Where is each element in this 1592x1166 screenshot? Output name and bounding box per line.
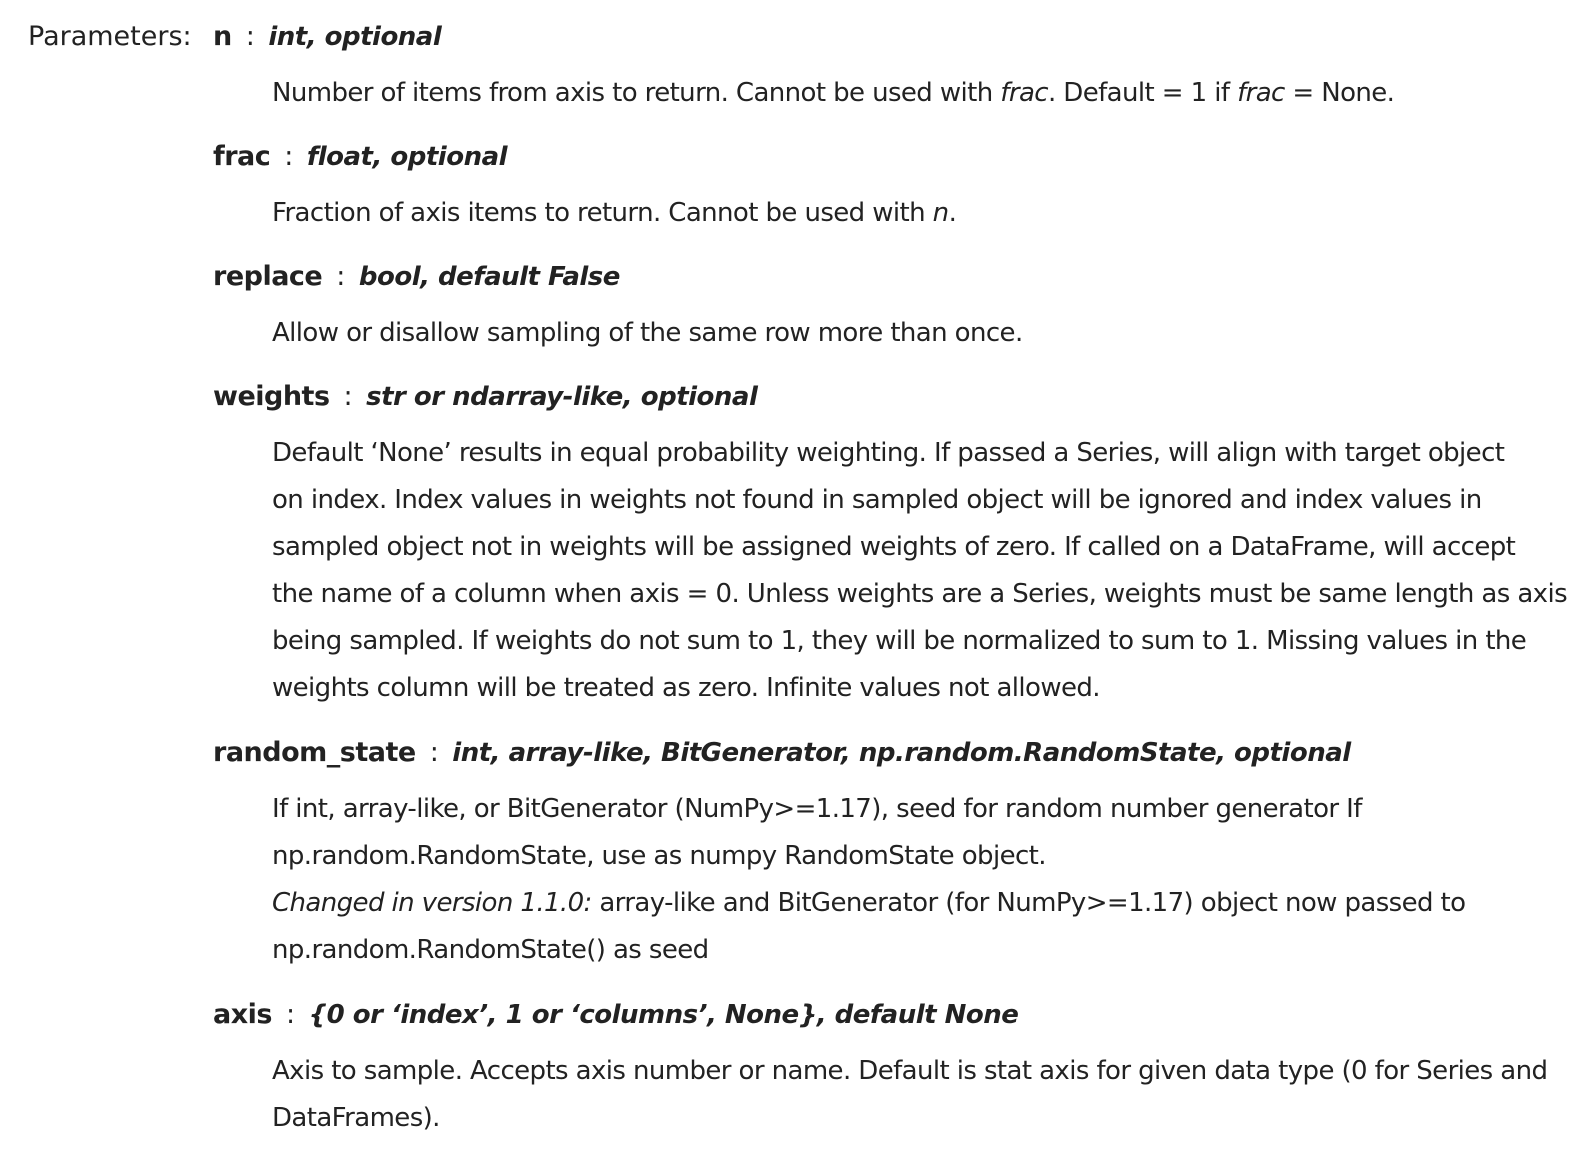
param-type: {0 or ‘index’, 1 or ‘columns’, None}, default None	[308, 1000, 1019, 1030]
param-reference: n	[932, 198, 949, 228]
description-line: weights column will be treated as zero. Infinite values not allowed.	[272, 673, 1100, 703]
description-line: sampled object not in weights will be assigned weights of zero. If called on a DataFrame, will accept	[272, 532, 1516, 562]
description-line: DataFrames).	[272, 1103, 440, 1133]
param-frac	[213, 138, 1573, 237]
param-replace	[213, 258, 1573, 357]
param-axis-header	[213, 996, 1573, 1034]
description-line	[272, 880, 1572, 927]
param-name: weights	[213, 381, 330, 412]
parameters-label: Parameters:	[28, 21, 192, 52]
param-random-state-header	[213, 734, 1573, 772]
param-separator: :	[245, 21, 255, 52]
param-axis-description	[272, 1048, 1572, 1142]
description-line	[272, 70, 1572, 117]
description-line: Allow or disallow sampling of the same row more than once.	[272, 318, 1023, 348]
param-type: float, optional	[306, 142, 508, 172]
description-line: the name of a column when axis = 0. Unless weights are a Series, weights must be same length as axis	[272, 579, 1568, 609]
param-axis	[213, 996, 1573, 1142]
param-separator: :	[343, 381, 353, 412]
param-type: bool, default False	[358, 262, 620, 292]
param-type: int, array-like, BitGenerator, np.random.RandomState, optional	[452, 738, 1351, 768]
param-separator: :	[429, 737, 439, 768]
param-separator: :	[336, 261, 345, 292]
param-name: axis	[213, 999, 272, 1030]
description-line: Default ‘None’ results in equal probability weighting. If passed a Series, will align with target object	[272, 438, 1505, 468]
param-name: frac	[213, 141, 271, 172]
description-text: Number of items from axis to return. Cannot be used with	[272, 78, 1001, 108]
param-weights-description	[272, 430, 1572, 712]
param-weights	[213, 378, 1573, 712]
param-random-state-description	[272, 786, 1572, 974]
description-text: . Default = 1 if	[1047, 78, 1238, 108]
description-line: If int, array-like, or BitGenerator (NumPy>=1.17), seed for random number generator If	[272, 794, 1362, 824]
version-changed-text: array-like and BitGenerator (for NumPy>=1.17) object now passed to	[591, 888, 1466, 918]
description-line: on index. Index values in weights not found in sampled object will be ignored and index values in	[272, 485, 1482, 515]
param-random-state	[213, 734, 1573, 974]
param-replace-header	[213, 258, 1573, 296]
param-frac-description	[272, 190, 1572, 237]
param-reference: frac	[1237, 78, 1285, 108]
param-reference: frac	[1000, 78, 1048, 108]
param-n-description	[272, 70, 1572, 117]
description-text: Fraction of axis items to return. Cannot be used with	[272, 198, 933, 228]
param-name: n	[213, 21, 232, 52]
param-name: random_state	[213, 737, 416, 768]
version-changed-label: Changed in version 1.1.0:	[272, 888, 592, 918]
description-line: Axis to sample. Accepts axis number or name. Default is stat axis for given data type (0 for Series and	[272, 1056, 1548, 1086]
param-separator: :	[285, 999, 295, 1030]
param-separator: :	[284, 141, 293, 172]
param-replace-description	[272, 310, 1572, 357]
param-name: replace	[213, 261, 323, 292]
description-line	[272, 190, 1572, 237]
param-type: int, optional	[268, 22, 442, 52]
description-text: = None.	[1284, 78, 1395, 108]
param-weights-header	[213, 378, 1573, 416]
description-line: np.random.RandomState, use as numpy RandomState object.	[272, 841, 1046, 871]
param-n	[213, 18, 1573, 117]
param-frac-header	[213, 138, 1573, 176]
param-type: str or ndarray-like, optional	[366, 382, 758, 412]
param-n-header	[213, 18, 1573, 56]
description-line: np.random.RandomState() as seed	[272, 935, 709, 965]
description-text: .	[948, 198, 957, 228]
description-line: being sampled. If weights do not sum to 1, they will be normalized to sum to 1. Missing values in the	[272, 626, 1527, 656]
